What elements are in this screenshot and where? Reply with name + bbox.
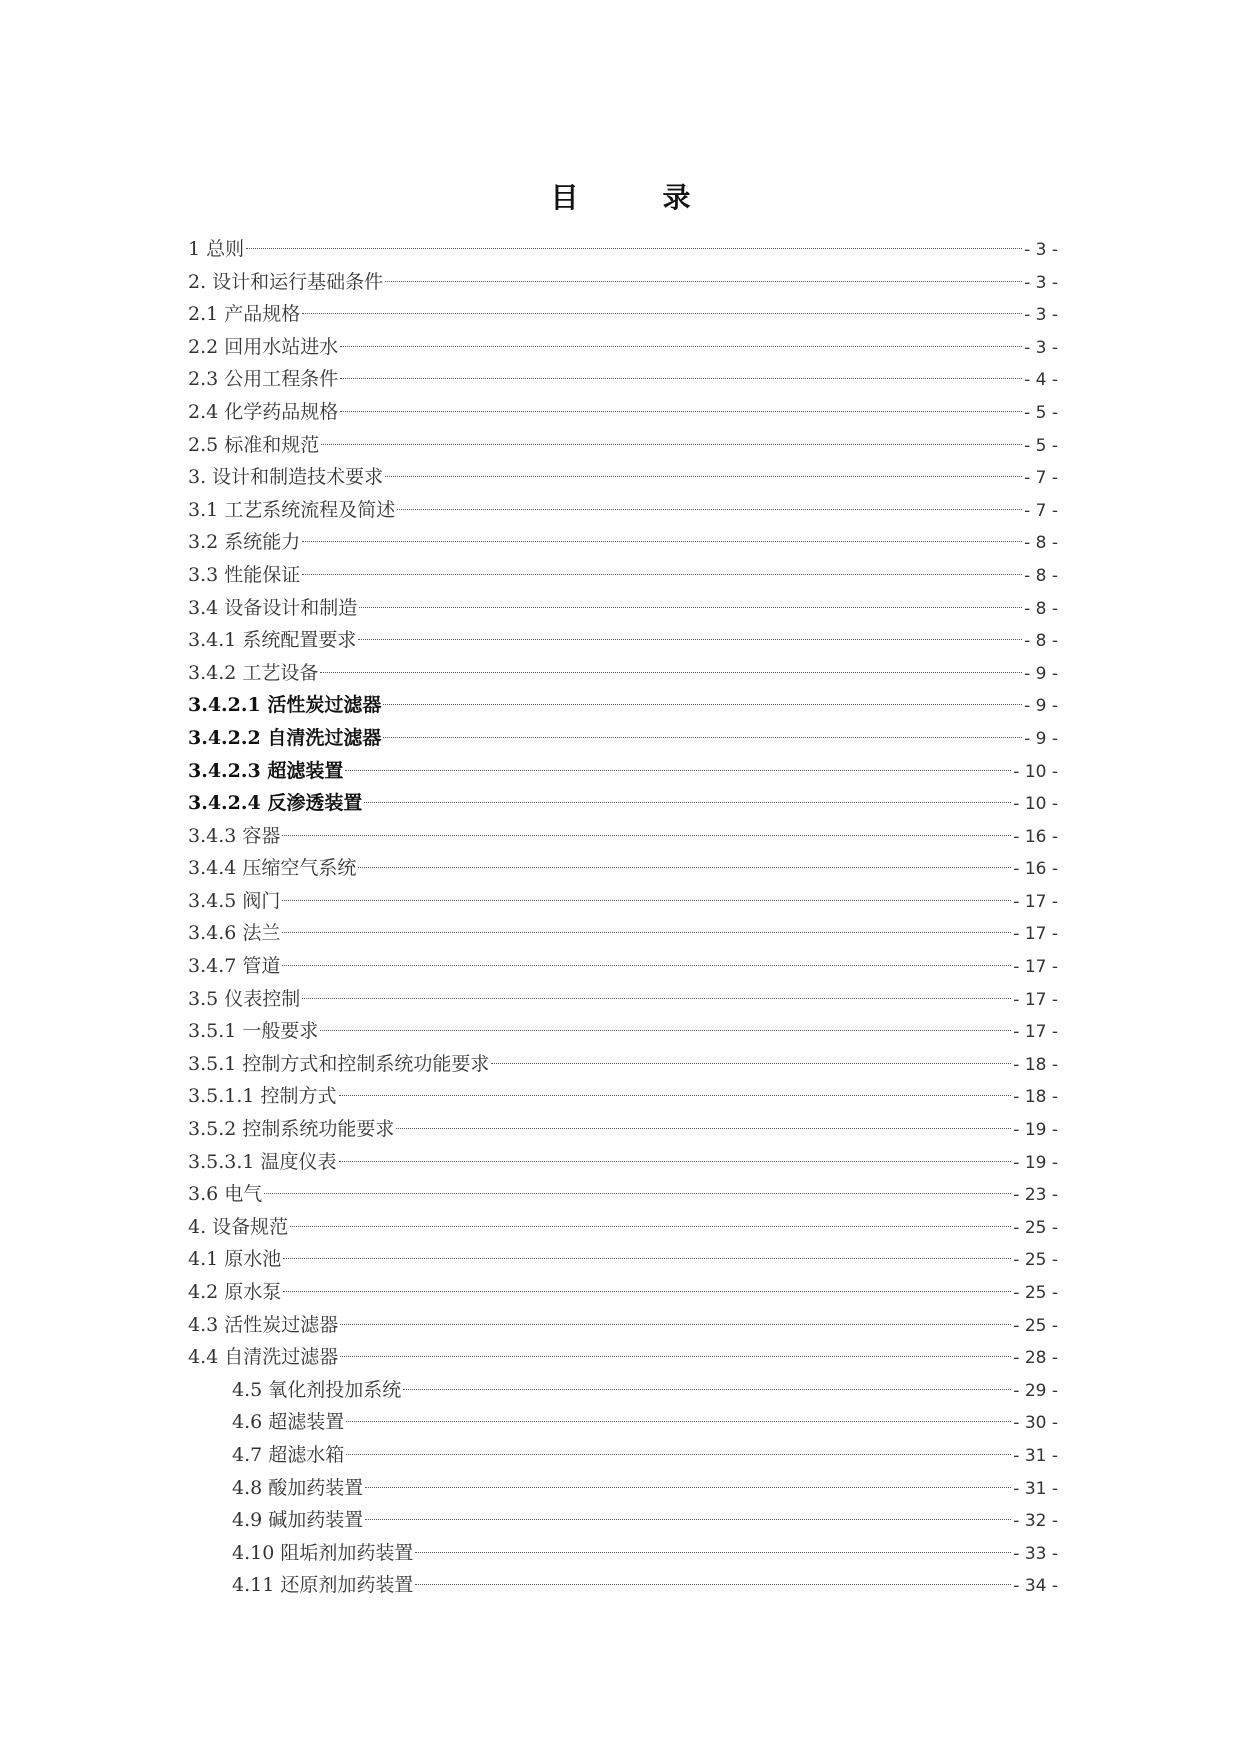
toc-entry-page-number: - 3 - <box>1024 272 1058 293</box>
toc-entry-label: 4.7 超滤水箱 <box>232 1443 345 1466</box>
toc-entry-page-number: - 7 - <box>1024 500 1058 521</box>
toc-entry[interactable] <box>188 1276 1058 1309</box>
toc-entry[interactable] <box>188 559 1058 592</box>
toc-entry-page-number: - 10 - <box>1013 794 1058 815</box>
dot-leader <box>359 607 1022 608</box>
toc-entry-page-number: - 4 - <box>1024 370 1058 391</box>
dot-leader <box>302 574 1022 575</box>
dot-leader <box>385 476 1022 477</box>
toc-entry[interactable] <box>188 1015 1058 1048</box>
dot-leader <box>358 867 1011 868</box>
toc-entry-label: 3.6 电气 <box>188 1183 263 1206</box>
toc-entry[interactable] <box>188 722 1058 755</box>
dot-leader <box>320 1030 1011 1031</box>
toc-entry-page-number: - 29 - <box>1013 1380 1058 1401</box>
toc-entry-label: 3.5.2 控制系统功能要求 <box>188 1118 395 1141</box>
toc-entry-page-number: - 19 - <box>1013 1152 1058 1173</box>
toc-entry-page-number: - 9 - <box>1024 696 1058 717</box>
toc-entry-label: 1 总则 <box>188 238 245 260</box>
dot-leader <box>302 313 1022 314</box>
toc-entry-page-number: - 25 - <box>1013 1283 1058 1303</box>
toc-entry[interactable] <box>188 1243 1058 1276</box>
toc-entry-label: 2.5 标准和规范 <box>188 433 320 456</box>
toc-entry[interactable] <box>188 1472 1058 1505</box>
toc-entry[interactable] <box>188 1146 1058 1179</box>
dot-leader <box>340 1324 1011 1325</box>
toc-entry-label: 3.4 设备设计和制造 <box>188 596 358 619</box>
toc-entry[interactable] <box>188 1080 1058 1113</box>
toc-entry-page-number: - 17 - <box>1013 989 1058 1010</box>
dot-leader <box>264 1193 1011 1194</box>
toc-entry-label: 2.2 回用水站进水 <box>188 335 339 358</box>
dot-leader <box>302 541 1022 542</box>
toc-entry-page-number: - 19 - <box>1013 1120 1058 1141</box>
toc-entry-page-number: - 18 - <box>1013 1054 1058 1075</box>
toc-entry[interactable] <box>188 689 1058 722</box>
toc-entry-label: 3.4.2.1 活性炭过滤器 <box>188 694 382 717</box>
dot-leader <box>365 1487 1011 1488</box>
toc-entry-label: 3.4.4 压缩空气系统 <box>188 857 357 880</box>
dot-leader <box>346 1454 1011 1455</box>
toc-entry-label: 3.4.2 工艺设备 <box>188 661 319 684</box>
toc-entry[interactable] <box>188 885 1058 918</box>
dot-leader <box>415 1552 1011 1553</box>
toc-entry[interactable] <box>188 983 1058 1016</box>
toc-entry-label: 3.4.7 管道 <box>188 955 281 978</box>
toc-entry-label: 3.4.2.3 超滤装置 <box>188 759 344 782</box>
toc-entry-page-number: - 8 - <box>1024 565 1058 586</box>
toc-entry-page-number: - 17 - <box>1013 957 1058 978</box>
toc-entry-label: 4.5 氧化剂投加系统 <box>232 1378 402 1401</box>
toc-entry-page-number: - 8 - <box>1024 533 1058 554</box>
toc-entry-label: 3.4.3 容器 <box>188 824 281 847</box>
toc-entry-page-number: - 9 - <box>1024 728 1058 749</box>
toc-entry[interactable] <box>188 852 1058 885</box>
dot-leader <box>383 704 1022 705</box>
dot-leader <box>339 1161 1012 1162</box>
toc-entry-label: 4.1 原水池 <box>188 1248 282 1271</box>
toc-entry[interactable] <box>188 820 1058 853</box>
toc-entry[interactable] <box>188 298 1058 331</box>
toc-entry-label: 4.10 阻垢剂加药装置 <box>232 1541 414 1564</box>
toc-entry-page-number: - 3 - <box>1024 305 1058 326</box>
toc-entry[interactable] <box>188 1406 1058 1439</box>
toc-entry-label: 3.4.1 系统配置要求 <box>188 629 357 652</box>
toc-entry-label: 3.5.1 一般要求 <box>188 1020 319 1043</box>
toc-entry-page-number: - 34 - <box>1013 1576 1058 1597</box>
toc-entry-page-number: - 31 - <box>1013 1445 1058 1466</box>
toc-entry-label: 3.4.2.2 自清洗过滤器 <box>188 726 382 749</box>
toc-entry[interactable] <box>188 950 1058 983</box>
toc-entry-page-number: - 5 - <box>1024 435 1058 456</box>
dot-leader <box>345 770 1011 771</box>
toc-entry[interactable] <box>188 787 1058 820</box>
dot-leader <box>339 1095 1012 1096</box>
toc-entry-label: 2.1 产品规格 <box>188 303 301 326</box>
toc-entry[interactable] <box>188 1178 1058 1211</box>
toc-entry[interactable] <box>188 1211 1058 1244</box>
toc-entry-label: 3.3 性能保证 <box>188 563 301 586</box>
toc-entry[interactable] <box>188 526 1058 559</box>
toc-entry-label: 4.4 自清洗过滤器 <box>188 1346 339 1369</box>
toc-entry[interactable] <box>188 624 1058 657</box>
dot-leader <box>340 346 1022 347</box>
dot-leader <box>491 1063 1011 1064</box>
toc-list <box>188 233 1058 1602</box>
toc-title: 目 录 <box>550 181 719 214</box>
toc-entry[interactable] <box>188 363 1058 396</box>
toc-entry-label: 3.4.2.4 反渗透装置 <box>188 792 363 815</box>
toc-entry[interactable] <box>188 1439 1058 1472</box>
dot-leader <box>396 1128 1011 1129</box>
toc-entry-page-number: - 8 - <box>1024 598 1058 619</box>
toc-entry[interactable] <box>188 266 1058 299</box>
dot-leader <box>383 737 1022 738</box>
dot-leader <box>282 932 1011 933</box>
toc-entry-label: 4.11 还原剂加药装置 <box>232 1574 414 1597</box>
toc-entry-label: 2. 设计和运行基础条件 <box>188 270 384 293</box>
toc-entry-label: 2.3 公用工程条件 <box>188 368 339 391</box>
dot-leader <box>397 509 1022 510</box>
toc-entry[interactable] <box>188 1374 1058 1407</box>
toc-entry-page-number: - 9 - <box>1024 663 1058 684</box>
toc-entry-label: 3.4.6 法兰 <box>188 922 281 945</box>
dot-leader <box>282 835 1011 836</box>
toc-entry-page-number: - 32 - <box>1013 1511 1058 1532</box>
toc-entry-page-number: - 5 - <box>1024 402 1058 423</box>
toc-entry-page-number: - 25 - <box>1013 1250 1058 1271</box>
dot-leader <box>283 1291 1011 1292</box>
dot-leader <box>290 1226 1011 1227</box>
toc-entry-page-number: - 25 - <box>1013 1315 1058 1336</box>
toc-entry-page-number: - 3 - <box>1024 240 1058 260</box>
toc-entry-page-number: - 18 - <box>1013 1087 1058 1108</box>
toc-entry-page-number: - 30 - <box>1013 1413 1058 1434</box>
toc-entry-label: 3.5.3.1 温度仪表 <box>188 1150 337 1173</box>
toc-entry[interactable] <box>188 429 1058 462</box>
toc-entry[interactable] <box>188 1113 1058 1146</box>
dot-leader <box>346 1421 1011 1422</box>
toc-entry-label: 3.1 工艺系统流程及简述 <box>188 498 396 521</box>
toc-entry[interactable] <box>188 461 1058 494</box>
toc-entry[interactable] <box>188 331 1058 364</box>
toc-entry-page-number: - 23 - <box>1013 1185 1058 1206</box>
dot-leader <box>340 1356 1011 1357</box>
toc-entry-label: 4.8 酸加药装置 <box>232 1476 364 1499</box>
toc-entry-page-number: - 17 - <box>1013 924 1058 945</box>
toc-entry-label: 3.2 系统能力 <box>188 531 301 554</box>
toc-entry-page-number: - 8 - <box>1024 631 1058 652</box>
toc-entry[interactable] <box>188 592 1058 625</box>
toc-entry-label: 4.2 原水泵 <box>188 1281 282 1303</box>
toc-entry-label: 3.5.1.1 控制方式 <box>188 1085 337 1108</box>
toc-entry-page-number: - 7 - <box>1024 468 1058 489</box>
toc-entry-page-number: - 16 - <box>1013 826 1058 847</box>
toc-entry-page-number: - 25 - <box>1013 1217 1058 1238</box>
toc-entry-page-number: - 28 - <box>1013 1348 1058 1369</box>
toc-entry[interactable] <box>188 1537 1058 1570</box>
dot-leader <box>283 1258 1011 1259</box>
toc-entry-label: 3.4.5 阀门 <box>188 889 281 912</box>
toc-entry[interactable] <box>188 1504 1058 1537</box>
toc-entry[interactable] <box>188 657 1058 690</box>
toc-entry-page-number: - 17 - <box>1013 891 1058 912</box>
dot-leader <box>321 444 1022 445</box>
dot-leader <box>358 639 1022 640</box>
toc-entry[interactable] <box>188 494 1058 527</box>
toc-entry-page-number: - 3 - <box>1024 337 1058 358</box>
toc-entry[interactable] <box>188 1309 1058 1342</box>
toc-entry-label: 3. 设计和制造技术要求 <box>188 466 384 489</box>
toc-entry-page-number: - 16 - <box>1013 859 1058 880</box>
dot-leader <box>320 672 1022 673</box>
toc-entry-label: 4. 设备规范 <box>188 1215 289 1238</box>
toc-entry-page-number: - 10 - <box>1013 761 1058 782</box>
toc-entry-label: 4.9 碱加药装置 <box>232 1509 364 1532</box>
dot-leader <box>302 998 1011 999</box>
toc-entry[interactable] <box>188 396 1058 429</box>
toc-entry[interactable] <box>188 917 1058 950</box>
toc-entry[interactable] <box>188 1048 1058 1081</box>
dot-leader <box>246 248 1022 249</box>
dot-leader <box>403 1389 1011 1390</box>
toc-entry[interactable] <box>188 1569 1058 1602</box>
dot-leader <box>282 900 1011 901</box>
dot-leader <box>282 965 1011 966</box>
dot-leader <box>365 1519 1011 1520</box>
toc-entry-label: 3.5.1 控制方式和控制系统功能要求 <box>188 1052 490 1075</box>
dot-leader <box>385 281 1022 282</box>
toc-entry[interactable] <box>188 755 1058 788</box>
toc-entry-label: 2.4 化学药品规格 <box>188 400 339 423</box>
dot-leader <box>415 1584 1011 1585</box>
toc-entry-page-number: - 17 - <box>1013 1022 1058 1043</box>
toc-entry[interactable] <box>188 1341 1058 1374</box>
toc-entry[interactable] <box>188 233 1058 266</box>
toc-entry-page-number: - 33 - <box>1013 1543 1058 1564</box>
toc-entry-label: 4.6 超滤装置 <box>232 1411 345 1434</box>
dot-leader <box>364 802 1011 803</box>
toc-entry-page-number: - 31 - <box>1013 1478 1058 1499</box>
toc-entry-label: 4.3 活性炭过滤器 <box>188 1313 339 1336</box>
dot-leader <box>340 411 1022 412</box>
toc-entry-label: 3.5 仪表控制 <box>188 987 301 1010</box>
dot-leader <box>340 378 1022 379</box>
